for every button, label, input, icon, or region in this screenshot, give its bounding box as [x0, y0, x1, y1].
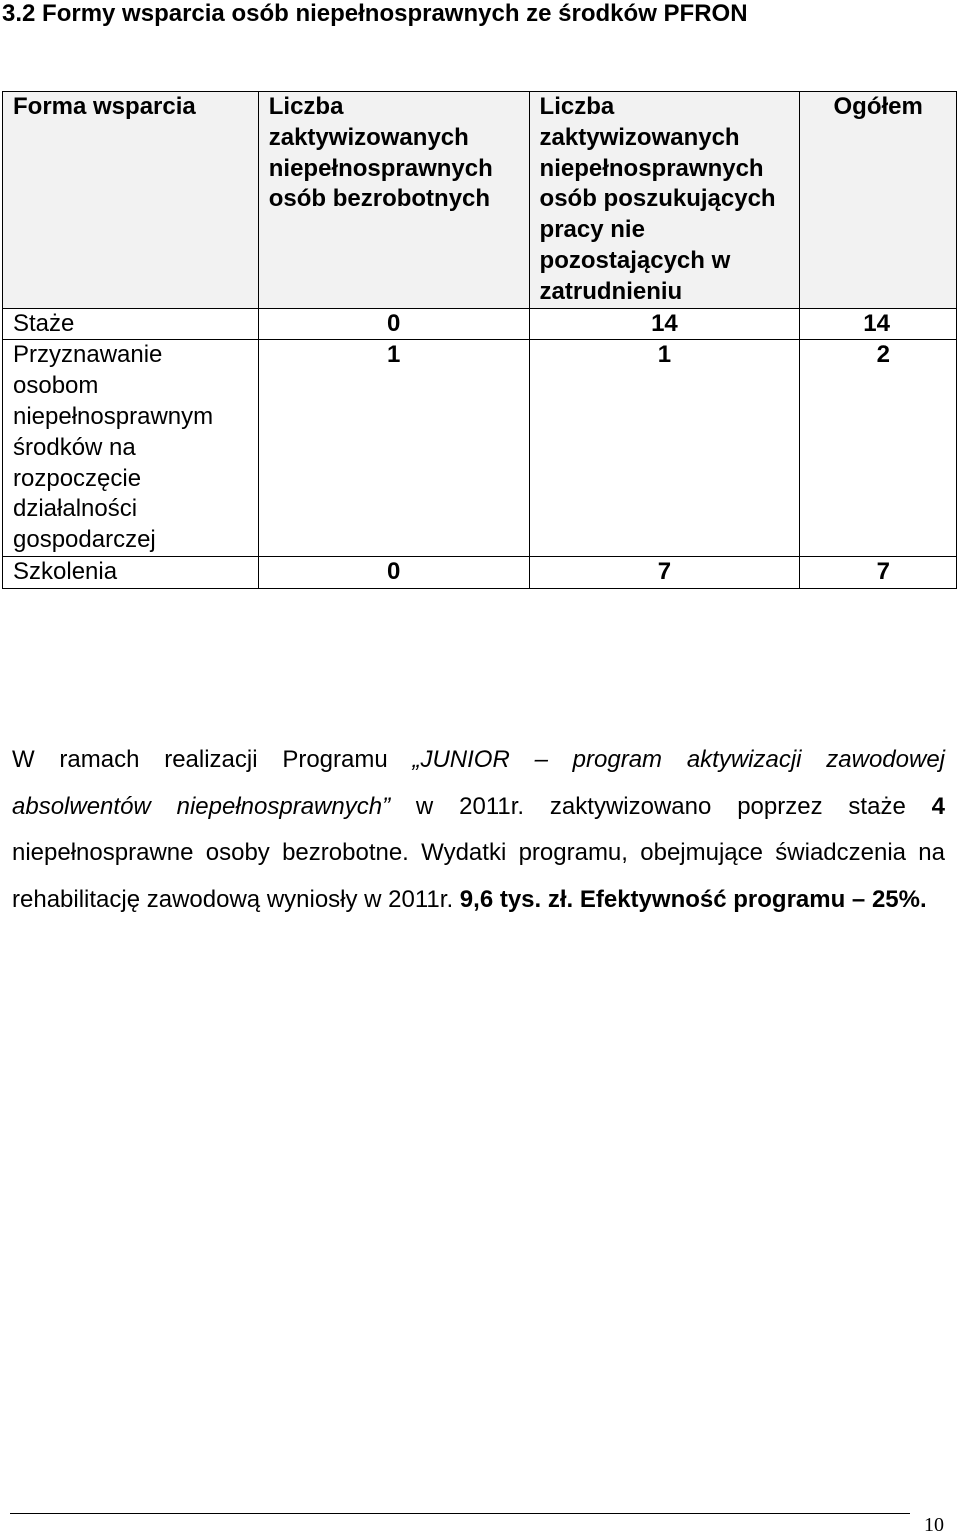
page-number: 10 — [924, 1514, 944, 1536]
row-job-seekers: 7 — [529, 556, 800, 588]
para-text-1: W ramach realizacji Programu — [12, 746, 413, 773]
row-job-seekers: 1 — [529, 340, 800, 557]
expenditure-amount: 9,6 tys. zł. — [459, 885, 574, 913]
support-forms-table — [2, 91, 957, 589]
header-total: Ogółem — [800, 92, 957, 309]
row-form: Staże — [3, 308, 259, 340]
participant-count: 4 — [931, 792, 946, 820]
table-row — [3, 340, 957, 557]
row-unemployed: 1 — [258, 340, 529, 557]
row-form: Przyznawanie osobom niepełnosprawnym środków na rozpoczęcie działalności gospodarczej — [3, 340, 259, 557]
header-form: Forma wsparcia — [3, 92, 259, 309]
header-unemployed: Liczba zaktywizowanych niepełnosprawnych osób bezrobotnych — [258, 92, 529, 309]
table-row — [3, 556, 957, 588]
para-text-2: w 2011r. zaktywizowano poprzez staże — [390, 792, 932, 820]
table-row — [3, 308, 957, 340]
header-job-seekers: Liczba zaktywizowanych niepełnosprawnych osób poszukujących pracy nie pozostających w zatrudnieniu — [529, 92, 800, 309]
footer-divider — [10, 1513, 910, 1514]
row-unemployed: 0 — [258, 308, 529, 340]
program-name: „JUNIOR – program aktywizacji zawodowej absolwentów niepełnosprawnych” — [12, 746, 946, 820]
table-header-row — [3, 92, 957, 309]
row-job-seekers: 14 — [529, 308, 800, 340]
para-text-3: niepełnosprawne osoby bezrobotne. Wydatki programu, obejmujące świadczenia na rehabilitację zawodową wyniosły w 2011r. — [12, 839, 945, 913]
section-title: 3.2 Formy wsparcia osób niepełnosprawnych ze środków PFRON — [2, 0, 748, 27]
row-unemployed: 0 — [258, 556, 529, 588]
row-form: Szkolenia — [3, 556, 259, 588]
program-description — [12, 737, 945, 923]
row-total: 2 — [800, 340, 957, 557]
row-total: 7 — [800, 556, 957, 588]
program-effectiveness: Efektywność programu – 25%. — [579, 885, 927, 913]
row-total: 14 — [800, 308, 957, 340]
